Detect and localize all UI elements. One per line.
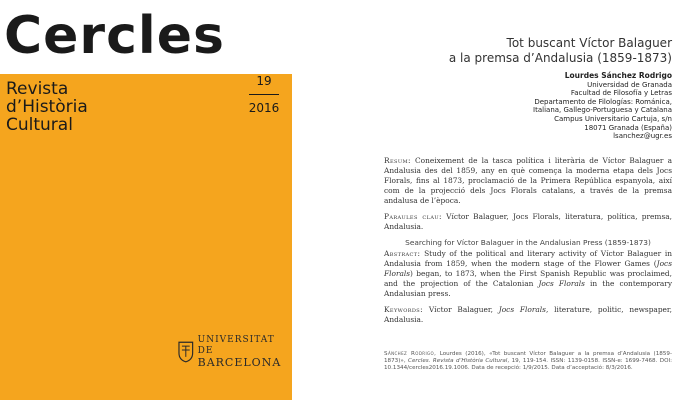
- journal-cover: [0, 0, 292, 400]
- abstract-italic: Jocs Florals: [384, 259, 672, 278]
- abstract-label: Abstract:: [384, 249, 421, 258]
- affiliation-line: Departamento de Filologías: Románica,: [534, 97, 672, 106]
- affiliation-line: Campus Universitario Cartuja, s/n: [554, 114, 672, 123]
- publisher-name: [198, 335, 292, 368]
- english-title: Searching for Víctor Balaguer in the Andalusian Press (1859-1873): [405, 238, 651, 247]
- publisher-logo: [178, 335, 292, 368]
- cover-orange-panel: [0, 74, 292, 400]
- journal-title: Cercles: [4, 6, 225, 66]
- abstract-text: Study of the political and literary activity of Víctor Balaguer in Andalusia from 1859, when the modern stage of the Flower Games (: [384, 249, 672, 268]
- article-title: [449, 36, 672, 66]
- affiliation-line: 18071 Granada (España): [584, 123, 672, 132]
- footnote-journal: Cercles. Revista d’Història Cultural: [408, 358, 508, 365]
- author-name: Lourdes Sánchez Rodrigo: [564, 71, 672, 80]
- keywords-text: , literature, politic, newspaper, Andalusia.: [384, 305, 672, 324]
- volume-block: [244, 74, 284, 115]
- subtitle-line: Revista: [6, 79, 69, 99]
- subtitle-line: d’Història: [6, 97, 88, 117]
- university-shield-icon: [178, 341, 194, 363]
- keywords-paragraph: [384, 305, 672, 325]
- resum-label: Resum:: [384, 156, 411, 165]
- keywords-text: Víctor Balaguer,: [428, 305, 499, 314]
- resum-paragraph: [384, 156, 672, 206]
- footnote-author: Sánchez Rodrigo,: [384, 351, 437, 357]
- article-title-line: a la premsa d’Andalusia (1859-1873): [448, 51, 672, 65]
- publisher-line1: UNIVERSITAT DE: [197, 335, 275, 356]
- resum-text: Coneixement de la tasca política i literària de Víctor Balaguer a Andalusia des del 1859, any en què comença la moderna etapa dels Jocs Florals, fins al 1873, proclamació de la Primera República espanyola, així com de la projecció dels Jocs Florals catalans, a través de la premsa andalusa de l’època.: [384, 156, 672, 205]
- article-abstracts: [384, 156, 672, 331]
- journal-subtitle: [6, 80, 88, 134]
- affiliation-line: Italiana, Gallego-Portuguesa y Catalana: [533, 106, 672, 115]
- volume-year: 2016: [248, 101, 280, 115]
- author-email: lsanchez@ugr.es: [613, 132, 672, 141]
- keywords-italic: Jocs Florals: [498, 305, 546, 314]
- cover-title-band: [0, 0, 292, 74]
- abstract-paragraph: [384, 249, 672, 299]
- paraules-clau-paragraph: [384, 212, 672, 232]
- affiliation-line: Facultad de Filosofía y Letras: [570, 89, 672, 98]
- abstract-text: ) began, to 1873, when the First Spanish Republic was proclaimed, and the projection of the Catalonian: [384, 269, 672, 288]
- abstract-text: in the contemporary Andalusian press.: [384, 279, 672, 298]
- abstract-italic: Jocs Florals: [538, 279, 585, 288]
- article-title-line: Tot buscant Víctor Balaguer: [506, 36, 672, 50]
- footnote-text: , 19, 119-154. ISSN: 1139-0158. ISSN-e: 1699-7468. DOI: 10.1344/cercles2016.19.1006. Data de recepció: 1/9/2015. Data d’acceptació: 8/3/2016.: [384, 358, 673, 372]
- affiliation-line: Universidad de Granada: [587, 80, 672, 89]
- volume-number: 19: [256, 74, 272, 88]
- volume-divider: [249, 94, 279, 95]
- subtitle-line: Cultural: [6, 115, 73, 135]
- footnote-text: Lourdes (2016), «Tot buscant Víctor Balaguer a la premsa d’Andalusia (1859-1873)»,: [384, 351, 672, 365]
- article-page: [372, 0, 672, 400]
- paraules-clau-text: Víctor Balaguer, Jocs Florals, literatura, política, premsa, Andalusia.: [384, 212, 672, 231]
- citation-footnote: [384, 351, 672, 373]
- author-block: [533, 72, 672, 141]
- paraules-clau-label: Paraules clau:: [384, 212, 442, 221]
- keywords-label: Keywords:: [384, 305, 423, 314]
- publisher-line2: BARCELONA: [197, 356, 282, 369]
